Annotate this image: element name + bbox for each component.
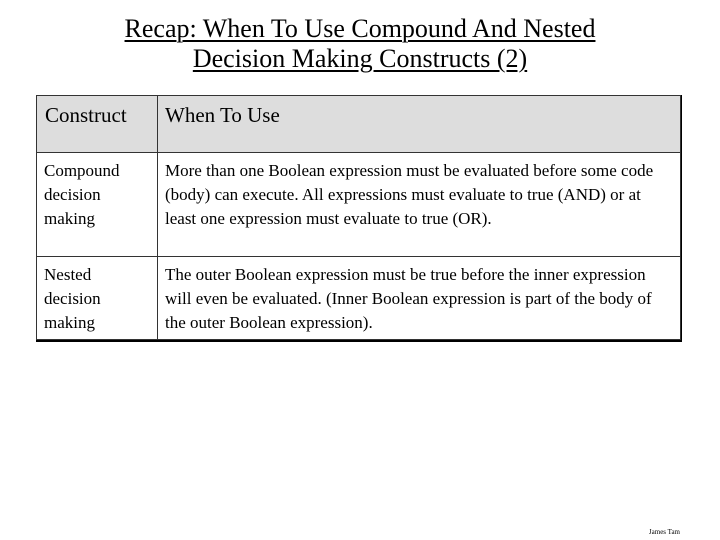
when-to-use-cell: More than one Boolean expression must be evaluated before some code (body) can execute. All expressions must evaluate to true (AND) or at least one expression must evaluate to true (OR). — [158, 153, 681, 257]
slide-title — [40, 14, 680, 74]
slide-title-line-2: Decision Making Constructs (2) — [192, 44, 528, 73]
column-header-construct: Construct — [37, 96, 158, 153]
construct-table — [36, 95, 681, 340]
construct-cell: Nested decision making — [37, 257, 158, 340]
table-row — [37, 153, 681, 257]
author-footer: James Tam — [648, 528, 680, 536]
table-header-row — [37, 96, 681, 153]
column-header-when-to-use: When To Use — [158, 96, 681, 153]
slide-title-line-1: Recap: When To Use Compound And Nested — [124, 14, 596, 43]
construct-cell: Compound decision making — [37, 153, 158, 257]
when-to-use-cell: The outer Boolean expression must be true before the inner expression will even be evaluated. (Inner Boolean expression is part of the body of the outer Boolean expression). — [158, 257, 681, 340]
construct-table-container — [36, 95, 682, 342]
table-row — [37, 257, 681, 340]
